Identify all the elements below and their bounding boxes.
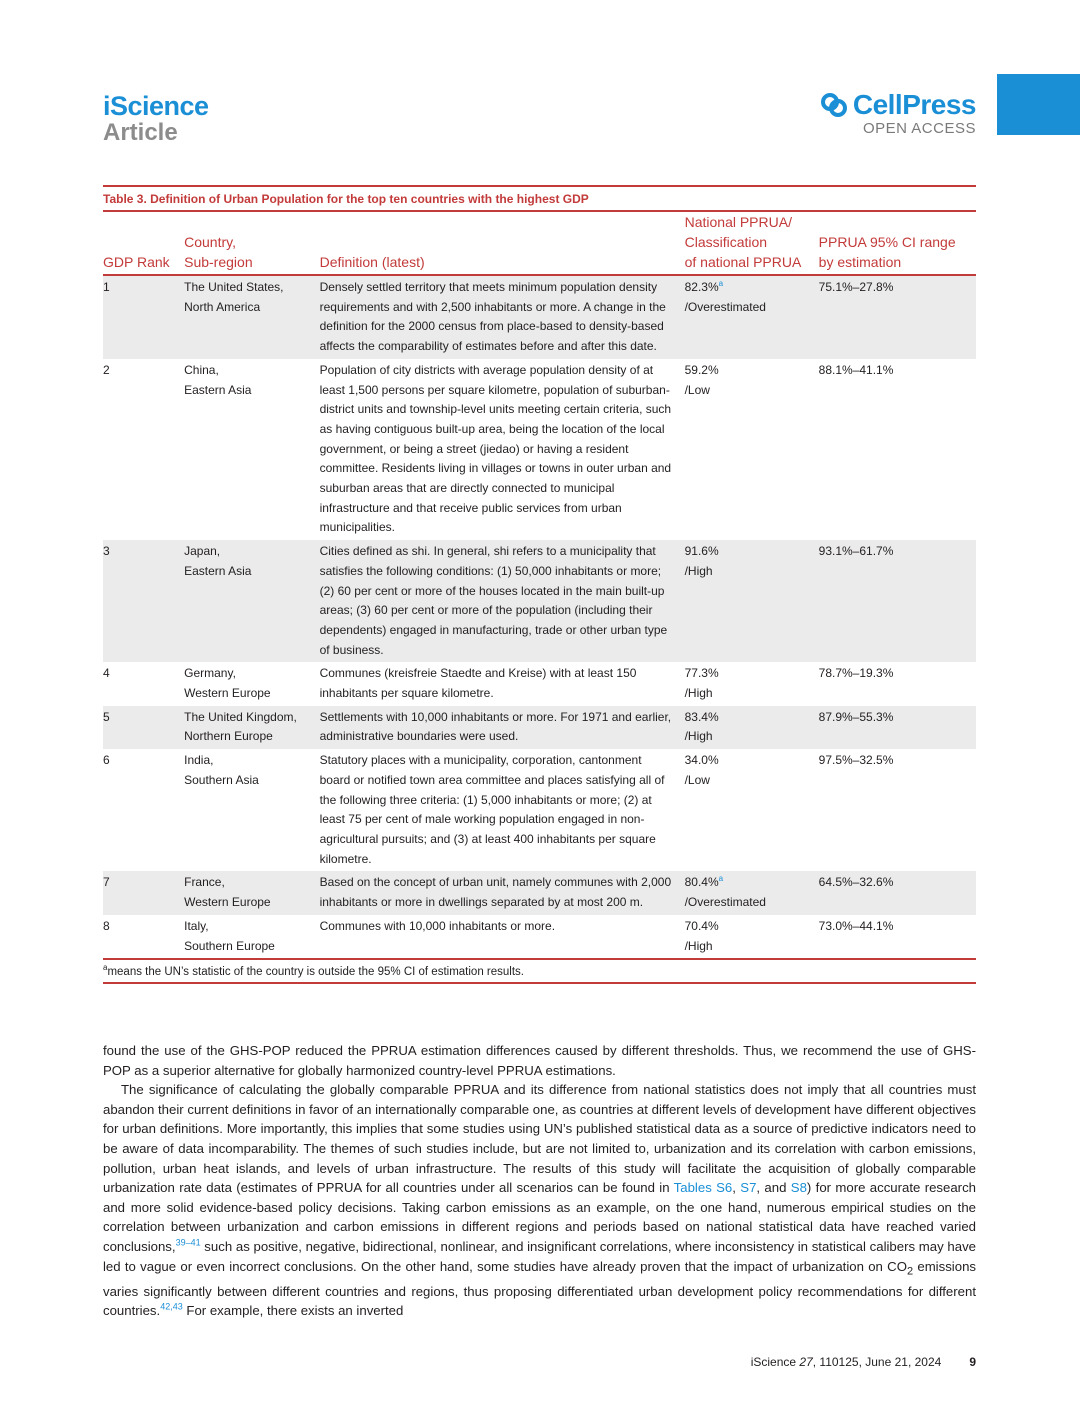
header-country: Country, Sub-region: [184, 211, 319, 275]
paragraph: The significance of calculating the globally comparable PPRUA and its difference from national statistics does not imply that all countries must abandon their current definitions in favor of an internationally comparable one, as countries at different levels of development have different objectives for urban definitions. More importantly, this implies that some studies using UN’s published statistical data as a source of predictive indicators need to be aware of data incomparability. The themes of such studies include, but are not limited to, urbanization and its correlation with carbon emissions, pollution, urban heat islands, and levels of urban infrastructure. The results of this study will facilitate the acquisition of globally comparable urbanization rate data (estimates of PPRUA for all countries under all scenarios can be found in Tables S6, S7, and S8) for more accurate research and more solid evidence-based policy decisions. Taking carbon emissions as an example, on the one hand, numerous empirical studies on the correlation between urbanization and carbon emissions in different regions and periods based on national statistical data have reached varied conclusions,$^{39-41}$ such as positive, negative, bidirectional, nonlinear, and insignificant correlations, where inconsistency in statistical calibers may have led to vague or even incorrect conclusions. On the other hand, some studies have already proven that the impact of urbanization on $CO_2$ emissions varies significantly between different countries and regions, thus proposing differentiated urban development policy recommendations for different countries.$^{42,43}$ For example, there exists an inverted: [103, 1082, 977, 1319]
table-row: 1 The United States, North America Densely settled territory that meets minimum population density requirements and with 2,500 inhabitants or more. A change in the definition for the 2000 census from place-based to density-based affects the comparability of estimates before and after this date. 82.3%$^a$ /Overestimated 75.1%–27.8%: [103, 275, 976, 359]
table-header-row: [103, 211, 976, 275]
table-footnote: $^a$means the UN’s statistic of the country is outside the 95% CI of estimation results.: [103, 958, 976, 984]
footnote-mark: a: [718, 279, 724, 288]
footnote-mark: a: [718, 874, 724, 884]
table-row: 2 China, Eastern Asia Population of city districts with average population density of at least 1,500 persons per square kilometre, population of suburban-district units and township-level units meeting certain criteria, such as having contiguous built-up area, being the location of the local government, or being a street (jiedao) or having a resident committee. Residents living in villages or towns in outer urban and suburban areas that are directly connected to municipal infrastructure and that receive public services from urban municipalities. 59.2% /Low 88.1%–41.1%: [103, 362, 894, 535]
table-row: 7 France, Western Europe Based on the concept of urban unit, namely communes with 2,000 inhabitants or more in dwellings separated by at most 200 m. 80.4%$^a$ /Overestimated 64.5%–32.6%: [103, 871, 976, 914]
journal-title: iScience: [103, 91, 209, 121]
header-national: National PPRUA/ Classification of national PPRUA: [685, 211, 819, 275]
body-text: [103, 1041, 976, 1321]
table-row: 6 India, Southern Asia Statutory places with a municipality, corporation, cantonment board or notified town area committee and places satisfying all of the following three criteria: (1) 5,000 inhabitants or more; (2) at least 75 per cent of male working population engaged in non-agricultural pursuits; and (3) at least 400 inhabitants per square kilometre. 34.0% /Low 97.5%–32.5%: [103, 753, 894, 866]
article-type: Article: [103, 119, 178, 146]
table-row: 8 Italy, Southern Europe Communes with 10,000 inhabitants or more. 70.4% /High 73.0%–44.1%: [103, 918, 894, 953]
table-caption: Table 3. Definition of Urban Population for the top ten countries with the highest GDP: [103, 185, 976, 210]
publisher-name: CellPress: [852, 89, 976, 120]
open-access-label: OPEN ACCESS: [862, 120, 976, 137]
page-footer: iScience 27, 110125, June 21, 2024 9: [750, 1355, 976, 1369]
publisher-header: [819, 90, 976, 138]
page-edge-tab: [997, 74, 1080, 135]
cellpress-logo-icon: [819, 91, 849, 119]
page-number: 9: [969, 1355, 976, 1369]
table-row: 4 Germany, Western Europe Communes (kreisfreie Staedte and Kreise) with at least 150 inhabitants per square kilometre. 77.3% /High 78.7%–19.3%: [103, 666, 894, 701]
header-definition: Definition (latest): [320, 211, 685, 275]
journal-header: [103, 92, 209, 146]
urban-definition-table: [103, 210, 976, 958]
table-row: 3 Japan, Eastern Asia Cities defined as shi. In general, shi refers to a municipality that satisfies the following conditions: (1) 50,000 inhabitants or more; (2) 60 per cent or more of the houses located in the main built-up areas; (3) 60 per cent or more of the population (including their dependents) engaged in manufacturing, trade or other urban type of business. 91.6% /High 93.1%–61.7%: [103, 540, 976, 662]
paragraph: found the use of the GHS-POP reduced the PPRUA estimation differences caused by different thresholds. Thus, we recommend the use of GHS-POP as a superior alternative for globally harmonized country-level PPRUA estimations.: [103, 1043, 976, 1078]
table-3: [103, 185, 976, 984]
header-ci: PPRUA 95% CI range by estimation: [819, 211, 976, 275]
link-table-s7[interactable]: S7: [740, 1180, 757, 1196]
header-rank: GDP Rank: [103, 211, 184, 275]
link-tables-s6[interactable]: Tables S6: [673, 1180, 733, 1196]
citation-link[interactable]: 42,43: [160, 1301, 183, 1312]
link-table-s8[interactable]: S8: [790, 1180, 807, 1196]
table-row: 5 The United Kingdom, Northern Europe Settlements with 10,000 inhabitants or more. For 1971 and earlier, administrative boundaries were used. 83.4% /High 87.9%–55.3%: [103, 706, 976, 749]
citation-link[interactable]: 39–41: [175, 1237, 201, 1248]
